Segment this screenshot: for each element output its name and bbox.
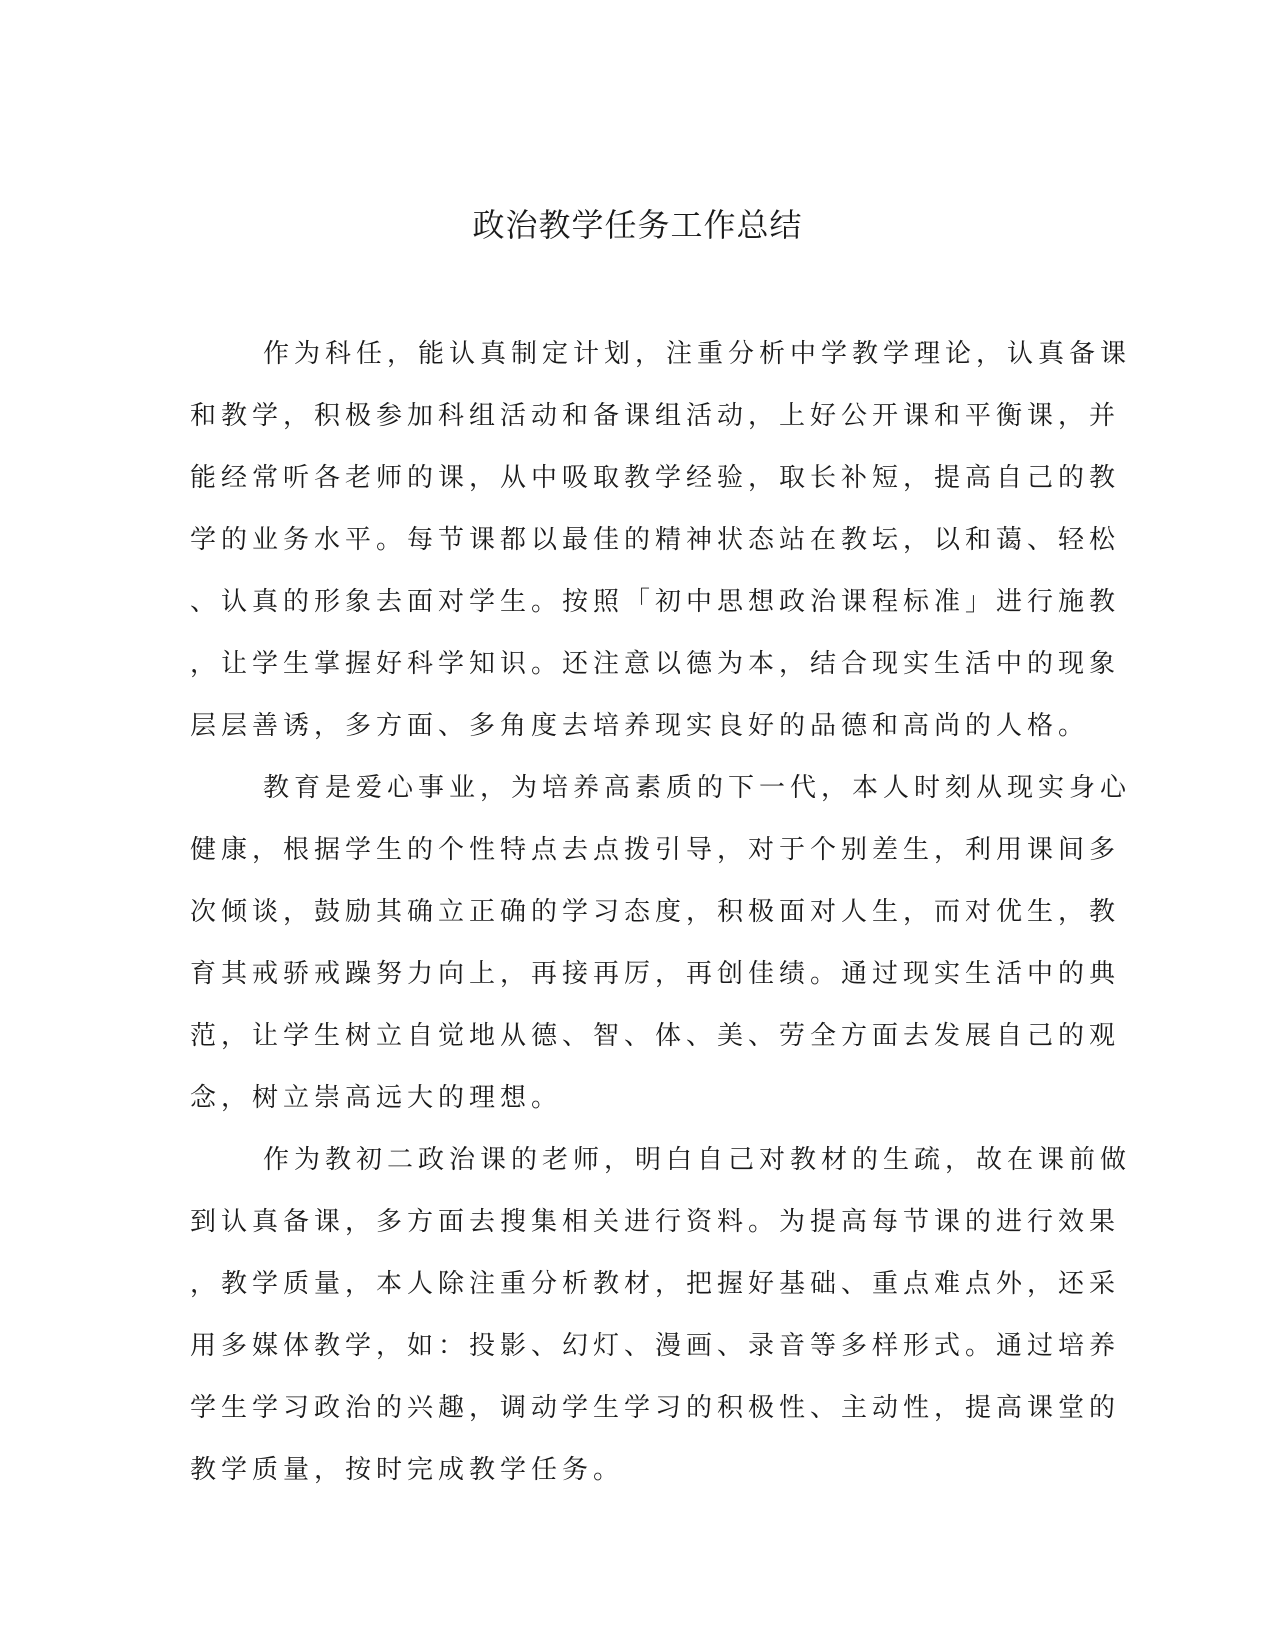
- paragraph-line: 教育是爱心事业，为培养高素质的下一代，本人时刻从现实身心: [263, 773, 1132, 803]
- paragraph-1: [190, 323, 1132, 757]
- document-body: [190, 323, 1132, 1501]
- paragraph-3: [190, 1129, 1132, 1501]
- paragraph-line: 次倾谈，鼓励其确立正确的学习态度，积极面对人生，而对优生，教: [190, 897, 1121, 927]
- paragraph-line: 学的业务水平。每节课都以最佳的精神状态站在教坛，以和蔼、轻松: [190, 525, 1121, 555]
- paragraph-line: 作为教初二政治课的老师，明白自己对教材的生疏，故在课前做: [263, 1145, 1132, 1175]
- paragraph-line: 用多媒体教学，如：投影、幻灯、漫画、录音等多样形式。通过培养: [190, 1331, 1121, 1361]
- paragraph-line: 健康，根据学生的个性特点去点拨引导，对于个别差生，利用课间多: [190, 835, 1121, 865]
- paragraph-line: ，教学质量，本人除注重分析教材，把握好基础、重点难点外，还采: [190, 1269, 1121, 1299]
- paragraph-line: 、认真的形象去面对学生。按照「初中思想政治课程标准」进行施教: [190, 587, 1121, 617]
- paragraph-line: 育其戒骄戒躁努力向上，再接再厉，再创佳绩。通过现实生活中的典: [190, 959, 1121, 989]
- paragraph-line: 到认真备课，多方面去搜集相关进行资料。为提高每节课的进行效果: [190, 1207, 1121, 1237]
- paragraph-2: [190, 757, 1132, 1129]
- paragraph-line: 层层善诱，多方面、多角度去培养现实良好的品德和高尚的人格。: [190, 711, 1090, 741]
- paragraph-line: 作为科任，能认真制定计划，注重分析中学教学理论，认真备课: [263, 339, 1132, 369]
- paragraph-line: 和教学，积极参加科组活动和备课组活动，上好公开课和平衡课，并: [190, 401, 1121, 431]
- paragraph-line: 范，让学生树立自觉地从德、智、体、美、劳全方面去发展自己的观: [190, 1021, 1121, 1051]
- paragraph-line: 学生学习政治的兴趣，调动学生学习的积极性、主动性，提高课堂的: [190, 1393, 1121, 1423]
- paragraph-line: 念，树立崇高远大的理想。: [190, 1083, 563, 1113]
- document-title: 政治教学任务工作总结: [472, 206, 803, 244]
- paragraph-line: ，让学生掌握好科学知识。还注意以德为本，结合现实生活中的现象: [190, 649, 1121, 679]
- paragraph-line: 教学质量，按时完成教学任务。: [190, 1455, 625, 1485]
- paragraph-line: 能经常听各老师的课，从中吸取教学经验，取长补短，提高自己的教: [190, 463, 1121, 493]
